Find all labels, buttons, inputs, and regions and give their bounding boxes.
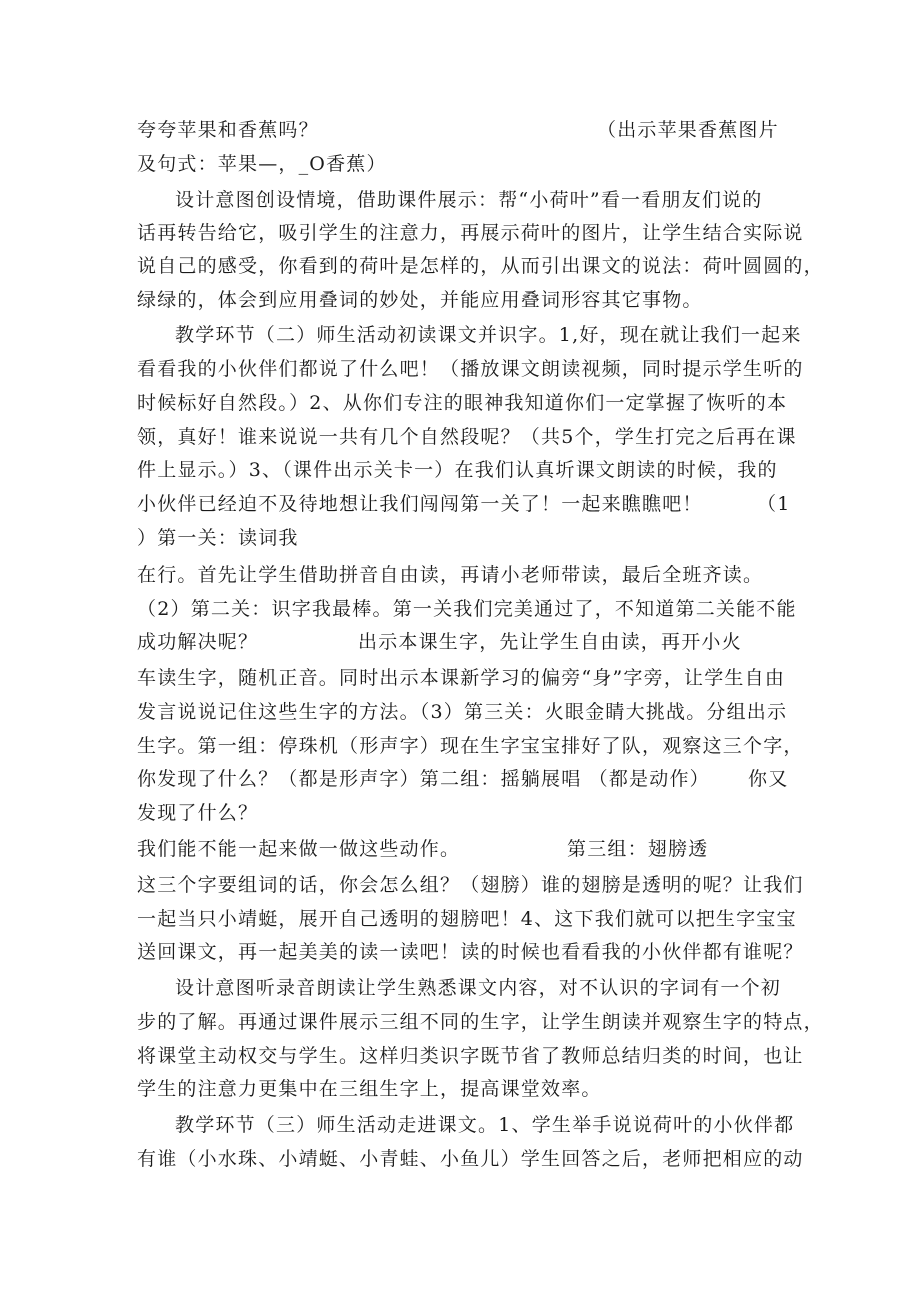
- text-line: 小伙伴已经迫不及待地想让我们闯闯第一关了！一起来瞧瞧吧！: [137, 493, 703, 515]
- text-line: 教学环节（三）师生活动走进课文。1、学生举手说说荷叶的小伙伴都: [175, 1114, 795, 1136]
- text-line: 件上显示。）3、（课件出示关卡一）在我们认真圻课文朗读的时候，我的: [137, 459, 778, 481]
- text-segment: 第三组：翅膀透: [567, 838, 709, 860]
- text-line: 我们能不能一起来做一做这些动作。: [137, 838, 461, 860]
- text-line: 设计意图创设情境，借助课件展示：帮“小荷叶”看一看朋友们说的: [175, 189, 763, 211]
- text-line: 话再转告给它，吸引学生的注意力，再展示荷叶的图片，让学生结合实际说: [137, 222, 804, 244]
- text-line: ）第一关：读词我: [137, 527, 299, 549]
- text-line: 成功解决呢？: [137, 631, 259, 653]
- text-line: 及句式：苹果—，_O香蕉）: [137, 153, 387, 175]
- text-segment: 你又: [748, 768, 789, 790]
- text-segment: 出示本课生字，先让学生自由读，再开小火: [358, 631, 742, 653]
- text-line: （2）第二关：识字我最棒。第一关我们完美通过了，不知道第二关能不能: [137, 598, 797, 620]
- text-line: 绿绿的，体会到应用叠词的妙处，并能应用叠词形容其它事物。: [137, 289, 703, 311]
- text-line: 教学环节（二）师生活动初读课文并识字。1,好，现在就让我们一起来: [175, 324, 802, 346]
- text-line: 学生的注意力更集中在三组生字上，提高课堂效率。: [137, 1078, 602, 1100]
- text-line: 有谁（小水珠、小靖蜓、小青蛙、小鱼儿）学生回答之后，老师把相应的动: [137, 1148, 804, 1170]
- text-line: 车读生字，随机正音。同时出示本课新学习的偏旁“身”字旁，让学生自由: [137, 667, 786, 689]
- text-line: 你发现了什么？（都是形声字）第二组：摇躺展唱 （都是动作）: [137, 768, 710, 790]
- text-line: 在行。首先让学生借助拼音自由读，再请小老师带读，最后全班齐读。: [137, 564, 764, 586]
- text-line: 时候标好自然段。）2、从你们专注的眼神我知道你们一定掌握了恢听的本: [137, 392, 788, 414]
- text-line: 发言说说记住这些生字的方法。（3）第三关：火眼金睛大挑战。分组出示: [137, 701, 788, 723]
- text-line: 夸夸苹果和香蕉吗？: [137, 119, 319, 141]
- text-line: 发现了什么？: [137, 802, 259, 824]
- text-segment: （1: [757, 493, 791, 515]
- text-line: 领，真好！谁来说说一共有几个自然段呢？（共5个，学生打完之后再在课: [137, 426, 797, 448]
- text-line: 这三个字要组词的话，你会怎么组？（翅膀）谁的翅膀是透明的呢？让我们: [137, 874, 804, 896]
- text-line: 说自己的感受，你看到的荷叶是怎样的，从而引出课文的说法：荷叶圆圆的，: [137, 255, 824, 277]
- text-line: 看看我的小伙伴们都说了什么吧！（播放课文朗读视频，同时提示学生听的: [137, 358, 804, 380]
- text-line: 一起当只小靖蜓，展开自己透明的翅膀吧！4、这下我们就可以把生字宝宝: [137, 908, 797, 930]
- text-line: 生字。第一组：停珠机（形声字）现在生字宝宝排好了队，观察这三个字，: [137, 735, 804, 757]
- text-line: 设计意图听录音朗读让学生熟悉课文内容，对不认识的字词有一个初: [175, 977, 782, 999]
- text-segment: （出示苹果香蕉图片: [597, 119, 779, 141]
- text-line: 将课堂主动权交与学生。这样归类识字既节省了教师总结归类的时间，也让: [137, 1045, 804, 1067]
- text-line: 送回课文，再一起美美的读一读吧！读的时候也看看我的小伙伴都有谁呢？: [137, 941, 804, 963]
- text-line: 步的了解。再通过课件展示三组不同的生字，让学生朗读并观察生字的特点，: [137, 1011, 824, 1033]
